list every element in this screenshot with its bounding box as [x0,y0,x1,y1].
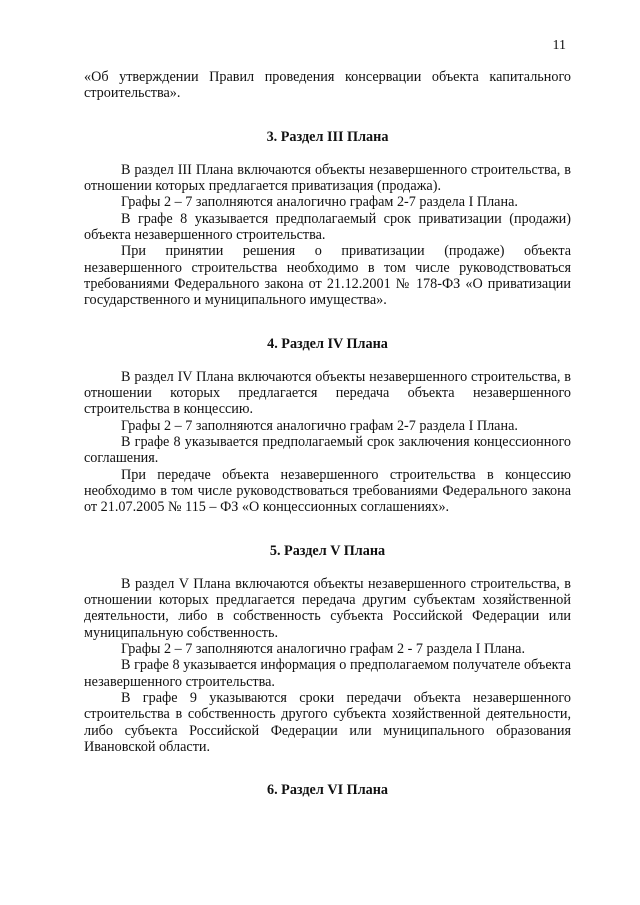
section-3 [84,129,571,309]
section-heading: 4. Раздел IV Плана [267,335,388,352]
section-6 [84,782,571,798]
intro-paragraph: «Об утверждении Правил проведения консервации объекта капитального строительства». [84,69,571,102]
section-heading: 6. Раздел VI Плана [266,782,389,799]
section-paragraph: Графы 2 – 7 заполняются аналогично графам 2-7 раздела I Плана. [121,194,518,211]
section-paragraph: Графы 2 – 7 заполняются аналогично графам 2-7 раздела I Плана. [121,417,518,434]
page-number: 11 [552,38,566,53]
section-heading: 3. Раздел III Плана [266,128,389,145]
section-paragraph: При передаче объекта незавершенного строительства в концессию необходимо в том числе руководствоваться требованиями Федерального закона от 21.07.2005 № 115 – ФЗ «О концессионных соглашениях». [84,466,571,516]
section-paragraph: В графе 9 указываются сроки передачи объекта незавершенного строительства в собственность другого субъекта хозяйственной деятельности, либо субъекта Российской Федерации или муниципального образования Ивановской области. [84,689,571,755]
section-paragraph: В графе 8 указывается предполагаемый срок приватизации (продажи) объекта незавершенного строительства. [84,210,571,244]
section-paragraph: В графе 8 указывается предполагаемый срок заключения концессионного соглашения. [84,434,571,467]
section-paragraph: В раздел V Плана включаются объекты незавершенного строительства, в отношении которых предлагается передача другим субъектам хозяйственной деятельности, либо в собственность субъекта Российской Федерации или муниципальную собственность. [84,575,571,641]
section-4 [84,336,571,516]
section-heading: 5. Раздел V Плана [269,542,386,559]
section-paragraph: При принятии решения о приватизации (продаже) объекта незавершенного строительства необходимо в том числе руководствоваться требованиями Федерального закона от 21.12.2001 № 178-ФЗ «О приватизации государственного и муниципального имущества». [84,243,571,309]
section-paragraph: Графы 2 – 7 заполняются аналогично графам 2 - 7 раздела I Плана. [121,641,526,658]
document-body [84,69,571,815]
section-5 [84,543,571,756]
section-paragraph: В раздел IV Плана включаются объекты незавершенного строительства, в отношении которых предлагается передача объекта незавершенного строительства в концессию. [84,368,571,418]
section-paragraph: В раздел III Плана включаются объекты незавершенного строительства, в отношении которых предлагается приватизация (продажа). [84,161,571,195]
section-paragraph: В графе 8 указывается информация о предполагаемом получателе объекта незавершенного строительства. [84,657,571,690]
